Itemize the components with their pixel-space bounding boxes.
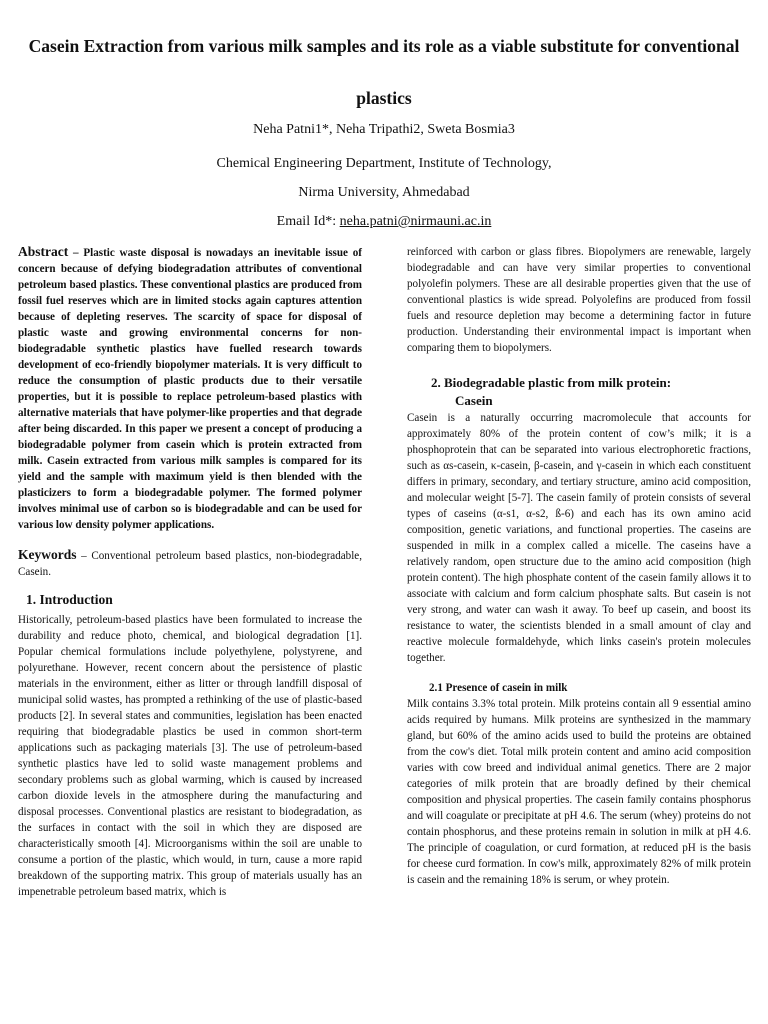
keywords — [18, 547, 362, 580]
email-label: Email Id*: — [276, 214, 340, 229]
affiliation-line1: Chemical Engineering Department, Institute of Technology, — [216, 156, 552, 171]
authors: Neha Patni1*, Neha Tripathi2, Sweta Bosmia3 — [253, 122, 515, 137]
continuation-text: reinforced with carbon or glass fibres. Biopolymers are renewable, largely biodegradable and can have very similar properties to conventional polyolefin polymers. These are all desirable properties given that the use of conventional plastics is wide spread. Polyolefins are produced from fossil fuels and resource depletion may become a determining factor in future production. Understanding their environmental impact is important when comparing them to biopolymers. — [407, 246, 751, 354]
section2-text: Casein is a naturally occurring macromolecule that accounts for approximately 80% of the protein content of cow’s milk; it is a phosphoprotein that can be separated into various electrophoretic fractions, such as αs-casein, κ-casein, β-casein, and γ-casein in which each constituent differs in primary, secondary, and tertiary structure, amino acid composition, and molecular weight [5-7]. The casein family of protein consists of several types of caseins (α-s1, α-s2, ß-6) and each has its own amino acid composition, genetic variations, and functional properties. The caseins are suspended in milk in a complex called a micelle. The caseins have a relatively random, open structure due to the amino acid composition (high protein content). The high phosphate content of the casein family allows it to associate with calcium and form calcium phosphate salts. But casein is not very strong, and water can wash it away. To beef up casein, and boost its resistance to water, the scientists blended in a small amount of clay and reactive molecule formaldehyde, which links casein's protein molecules together. — [407, 412, 751, 664]
section-introduction-heading: 1. Introduction — [26, 592, 113, 607]
left-column — [18, 244, 362, 900]
keywords-text: – Conventional petroleum based plastics, non-biodegradable, Casein. — [18, 550, 362, 578]
email-line — [0, 214, 768, 230]
email-link[interactable]: neha.patni@nirmauni.ac.in — [339, 214, 492, 229]
section21-text: Milk contains 3.3% total protein. Milk proteins contain all 9 essential amino acids required by humans. Milk proteins are synthesized in the mammary gland, but 60% of the amino acids used to build the proteins are obtained from the cow's diet. Total milk protein content and amino acid composition varies with cow breed and individual animal genetics. There are 2 major categories of milk protein that are broadly defined by their chemical composition and physical properties. The casein family contains phosphorus and will coagulate or precipitate at pH 4.6. The serum (whey) proteins do not contain phosphorus, and these proteins remain in solution in milk at pH 4.6. The principle of coagulation, or curd formation, at reduced pH is the basis for cheese curd formation. In cow's milk, approximately 82% of milk protein is casein and the remaining 18% is serum, or whey protein. — [407, 698, 751, 886]
section2-heading-line1: 2. Biodegradable plastic from milk protein: — [431, 375, 672, 390]
section2-heading-line2: Casein — [455, 393, 493, 408]
affiliation-line2: Nirma University, Ahmedabad — [298, 185, 470, 200]
keywords-heading: Keywords — [18, 547, 77, 562]
right-column — [407, 244, 751, 888]
introduction-text: Historically, petroleum-based plastics have been formulated to increase the durability and reduce photo, chemical, and biological degradation [1]. Popular chemical formulations include polyethylene, polystyrene, and polyurethane. However, recent concern about the persistence of plastic materials in the environment, either as litter or through landfill disposal of municipal solid wastes, has prompted a rethinking of the use of plastic-based products [2]. In several states and communities, legislation has been enacted requiring that biodegradable plastics be used in common short-term applications such as packaging materials [3]. The use of petroleum-based synthetic plastics have led to solid waste management problems and secondary problems such as global warming, which is caused by increased carbon dioxide levels in the atmosphere during the manufacturing and disposal processes. Conventional plastics are resistant to biodegradation, as the surfaces in contact with the soil in which they are disposed are characteristically smooth [4]. Microorganisms within the soil are unable to consume a portion of the plastic, which would, in turn, cause a more rapid breakdown of the supporting matrix. This group of materials usually has an impenetrable petroleum based matrix, which is — [18, 614, 362, 898]
abstract-text: – Plastic waste disposal is nowadays an inevitable issue of concern because of defying biodegradation attributes of conventional petroleum based plastics. These conventional plastics are produced from fossil fuel reserves which are in limited stocks again captures attention because of depleting reserves. The scarcity of space for disposal of plastic waste and growing environmental concerns for non-biodegradable synthetic plastics have fuelled research towards development of eco-friendly biopolymer materials. It is very difficult to reduce the consumption of plastic products due to their versatile properties, but it is possible to replace petroleum-based plastics with alternative materials that have polymer-like properties and that degrade after being discarded. In this paper we present a concept of producing a biodegradable polymer from casein which is protein extracted from milk. Casein extracted from various milk samples is compared for its yield and the sample with maximum yield is then blended with the plasticizers to form a biodegradable polymer. The formed polymer involves minimal use of carbon so is biodegradable and can be used for various low density polymer applications. — [18, 247, 362, 531]
abstract — [18, 244, 362, 533]
paper-title: Casein Extraction from various milk samples and its role as a viable substitute for conventional plastics — [28, 36, 740, 108]
abstract-heading: Abstract — [18, 244, 69, 259]
section21-heading: 2.1 Presence of casein in milk — [429, 682, 568, 694]
